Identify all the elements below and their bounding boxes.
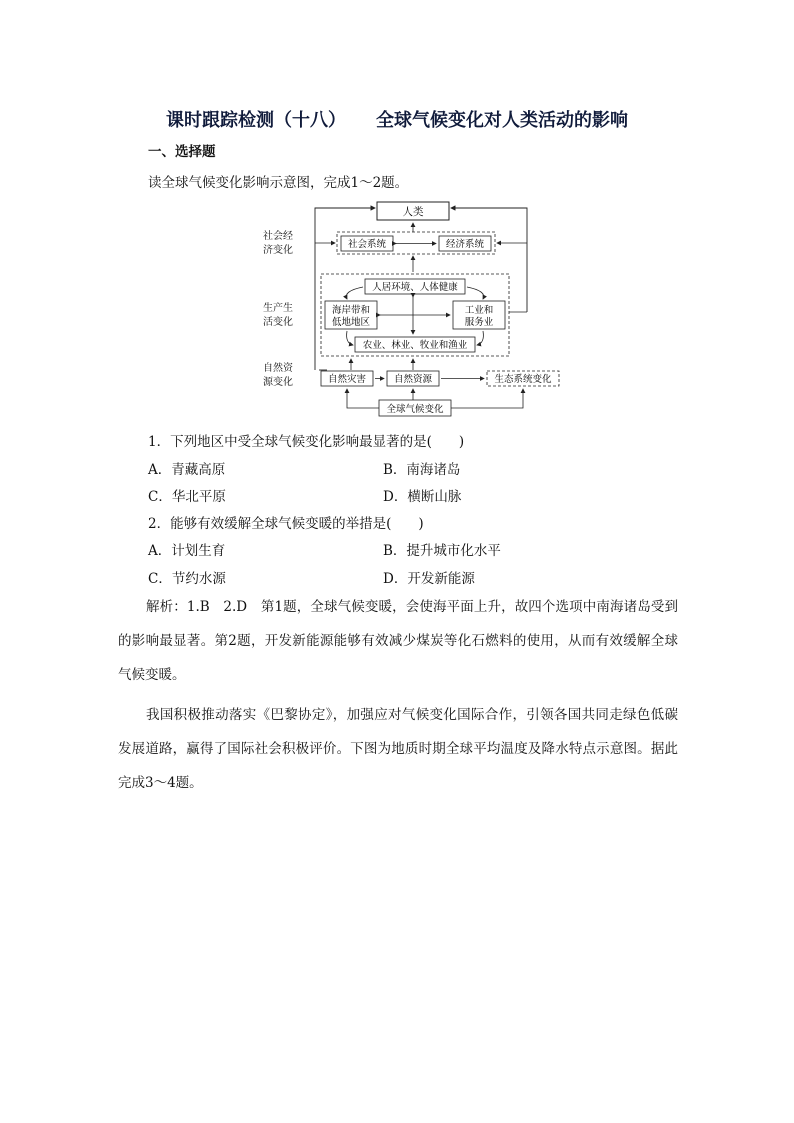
natural-disaster-label: 自然灾害 <box>327 374 367 385</box>
question-2-option-c: C．节约水源 <box>148 571 226 587</box>
section-heading: 一、选择题 <box>148 144 216 160</box>
question-1-option-c: C．华北平原 <box>148 489 226 505</box>
economic-system-label: 经济系统 <box>445 239 485 250</box>
title-part1: 课时跟踪检测（十八） <box>166 110 346 131</box>
question-1-option-d: D．横断山脉 <box>383 489 462 505</box>
title-part2: 全球气候变化对人类活动的影响 <box>376 110 628 131</box>
humans-label: 人类 <box>402 206 424 218</box>
industry-label-2: 服务业 <box>464 317 494 328</box>
coastal-label-1: 海岸带和 <box>331 305 371 316</box>
side-label-production-2: 活变化 <box>263 317 293 328</box>
coastal-label-2: 低地地区 <box>331 317 371 328</box>
passage-paragraph: 我国积极推动落实《巴黎协定》，加强应对气候变化国际合作，引领各国共同走绿色低碳发展道路，赢得了国际社会积极评价。下图为地质时期全球平均温度及降水特点示意图。据此完成3～4题。 <box>118 707 678 791</box>
social-system-label: 社会系统 <box>347 239 387 250</box>
intro-text: 读全球气候变化影响示意图，完成1～2题。 <box>148 175 409 191</box>
agriculture-label: 农业、林业、牧业和渔业 <box>362 340 468 351</box>
side-label-production-1: 生产生 <box>263 303 293 314</box>
global-climate-label: 全球气候变化 <box>386 404 444 415</box>
question-2-option-b: B．提升城市化水平 <box>383 543 501 559</box>
living-environment-label: 人居环境、人体健康 <box>372 282 458 293</box>
industry-label-1: 工业和 <box>464 305 494 316</box>
ecosystem-change-label: 生态系统变化 <box>494 374 552 385</box>
natural-resources-label: 自然资源 <box>393 374 433 385</box>
side-label-natural-1: 自然资 <box>263 363 293 374</box>
climate-impact-diagram <box>255 195 575 420</box>
side-label-social-econ-2: 济变化 <box>263 245 293 256</box>
question-1-option-a: A．青藏高原 <box>148 462 226 478</box>
question-2-option-a: A．计划生育 <box>148 543 226 559</box>
question-2-stem: 2．能够有效缓解全球气候变暖的举措是( ) <box>148 516 424 532</box>
question-2-option-d: D．开发新能源 <box>383 571 475 587</box>
side-label-social-econ-1: 社会经 <box>263 231 293 242</box>
page-title <box>0 106 794 132</box>
question-1-stem: 1．下列地区中受全球气候变化影响最显著的是( ) <box>148 434 465 450</box>
side-label-natural-2: 源变化 <box>263 377 293 388</box>
analysis-paragraph: 解析：1.B 2.D 第1题，全球气候变暖，会使海平面上升，故四个选项中南海诸岛受到的影响最显著。第2题，开发新能源能够有效减少煤炭等化石燃料的使用，从而有效缓解全球气候变暖。 <box>118 599 678 683</box>
question-1-option-b: B．南海诸岛 <box>383 462 461 478</box>
